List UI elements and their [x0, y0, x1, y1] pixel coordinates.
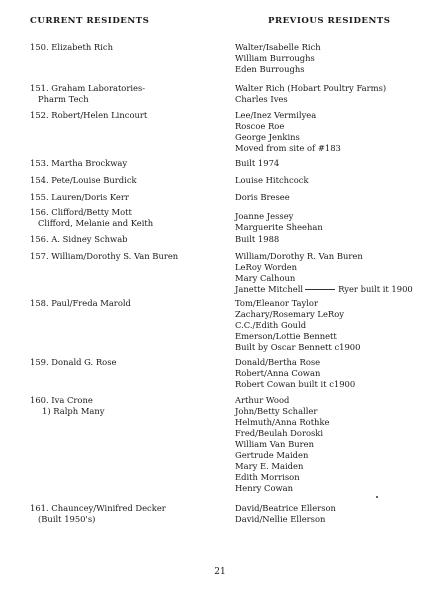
previous-residents [235, 192, 430, 203]
current-resident [30, 234, 230, 245]
previous-line: Robert Cowan built it c1900 [235, 379, 356, 389]
previous-line: Walter Rich (Hobart Poultry Farms) [235, 83, 387, 93]
previous-line: Marguerite Sheehan [235, 222, 323, 232]
previous-line-with-note [235, 284, 430, 295]
previous-line: Moved from site of #183 [235, 143, 341, 153]
current-line: 156. Clifford/Betty Mott [30, 207, 132, 217]
previous-residents [235, 158, 430, 169]
previous-line: Charles Ives [235, 94, 288, 104]
previous-line: Built 1988 [235, 234, 280, 244]
previous-line: Louise Hitchcock [235, 175, 309, 185]
previous-line: Robert/Anna Cowan [235, 368, 321, 378]
previous-line: William/Dorothy R. Van Buren [235, 251, 363, 261]
previous-line: Built by Oscar Bennett c1900 [235, 342, 361, 352]
previous-line: Roscoe Roe [235, 121, 285, 131]
current-line: (Built 1950's) [38, 514, 96, 524]
previous-line: C.C./Edith Gould [235, 320, 307, 330]
current-resident [30, 298, 230, 309]
previous-line: Tom/Eleanor Taylor [235, 298, 318, 308]
current-line: 154. Pete/Louise Burdick [30, 175, 137, 185]
previous-residents [235, 234, 430, 245]
current-line: 158. Paul/Freda Marold [30, 298, 131, 308]
current-line: 1) Ralph Many [42, 406, 105, 416]
previous-line: David/Nellie Ellerson [235, 514, 326, 524]
current-resident [30, 192, 230, 203]
page-number: 21 [214, 567, 226, 577]
previous-line: William Van Buren [235, 439, 315, 449]
current-resident [30, 110, 230, 121]
previous-residents [235, 83, 430, 105]
current-resident [30, 503, 230, 525]
previous-residents [235, 42, 430, 75]
previous-line: John/Betty Schaller [235, 406, 318, 416]
current-resident [30, 395, 230, 417]
current-line: 156. A. Sidney Schwab [30, 234, 128, 244]
current-line: 160. Iva Crone [30, 395, 93, 405]
previous-line: William Burroughs [235, 53, 315, 63]
current-resident [30, 251, 230, 262]
previous-line: Donald/Bertha Rose [235, 357, 321, 367]
previous-line: Fred/Beulah Doroski [235, 428, 324, 438]
previous-line: Mary E. Maiden [235, 461, 304, 471]
current-line: Clifford, Melanie and Keith [38, 218, 154, 228]
current-line: 151. Graham Laboratories- [30, 83, 146, 93]
current-line: 152. Robert/Helen Lincourt [30, 110, 148, 120]
previous-residents [235, 357, 430, 390]
previous-residents [235, 207, 430, 233]
previous-line: Emerson/Lottie Bennett [235, 331, 337, 341]
current-residents-header: CURRENT RESIDENTS [30, 16, 150, 26]
previous-line: Helmuth/Anna Rothke [235, 417, 330, 427]
previous-line: Built 1974 [235, 158, 280, 168]
current-line: Pharm Tech [38, 94, 89, 104]
previous-residents [235, 503, 430, 525]
previous-note: Ryer built it 1900 [338, 284, 413, 294]
previous-line: Eden Burroughs [235, 64, 305, 74]
current-line: 159. Donald G. Rose [30, 357, 117, 367]
previous-line: LeRoy Worden [235, 262, 298, 272]
previous-line: Joanne Jessey [235, 211, 294, 221]
stray-ink-mark [376, 496, 378, 498]
previous-line: Gertrude Maiden [235, 450, 309, 460]
previous-residents [235, 251, 430, 295]
previous-line: Zachary/Rosemary LeRoy [235, 309, 344, 319]
current-resident [30, 175, 230, 186]
previous-line: Arthur Wood [235, 395, 290, 405]
previous-line: Lee/Inez Vermilyea [235, 110, 317, 120]
current-line: 155. Lauren/Doris Kerr [30, 192, 129, 202]
previous-residents [235, 110, 430, 154]
current-line: 161. Chauncey/Winifred Decker [30, 503, 166, 513]
previous-residents [235, 395, 430, 494]
current-resident [30, 158, 230, 169]
previous-name: Janette Mitchell [235, 284, 304, 294]
current-resident [30, 83, 230, 105]
previous-line: Henry Cowan [235, 483, 294, 493]
current-resident [30, 207, 230, 229]
previous-line: Mary Calhoun [235, 273, 296, 283]
previous-residents-header: PREVIOUS RESIDENTS [268, 16, 391, 26]
previous-line: George Jenkins [235, 132, 300, 142]
current-line: 153. Martha Brockway [30, 158, 128, 168]
previous-residents [235, 298, 430, 353]
previous-line: Doris Bresee [235, 192, 290, 202]
leader-line [305, 289, 335, 290]
previous-line: David/Beatrice Ellerson [235, 503, 336, 513]
current-resident [30, 42, 230, 53]
current-resident [30, 357, 230, 368]
previous-line: Edith Morrison [235, 472, 300, 482]
current-line: 150. Elizabeth Rich [30, 42, 113, 52]
previous-line: Walter/Isabelle Rich [235, 42, 321, 52]
previous-residents [235, 175, 430, 186]
current-line: 157. William/Dorothy S. Van Buren [30, 251, 179, 261]
